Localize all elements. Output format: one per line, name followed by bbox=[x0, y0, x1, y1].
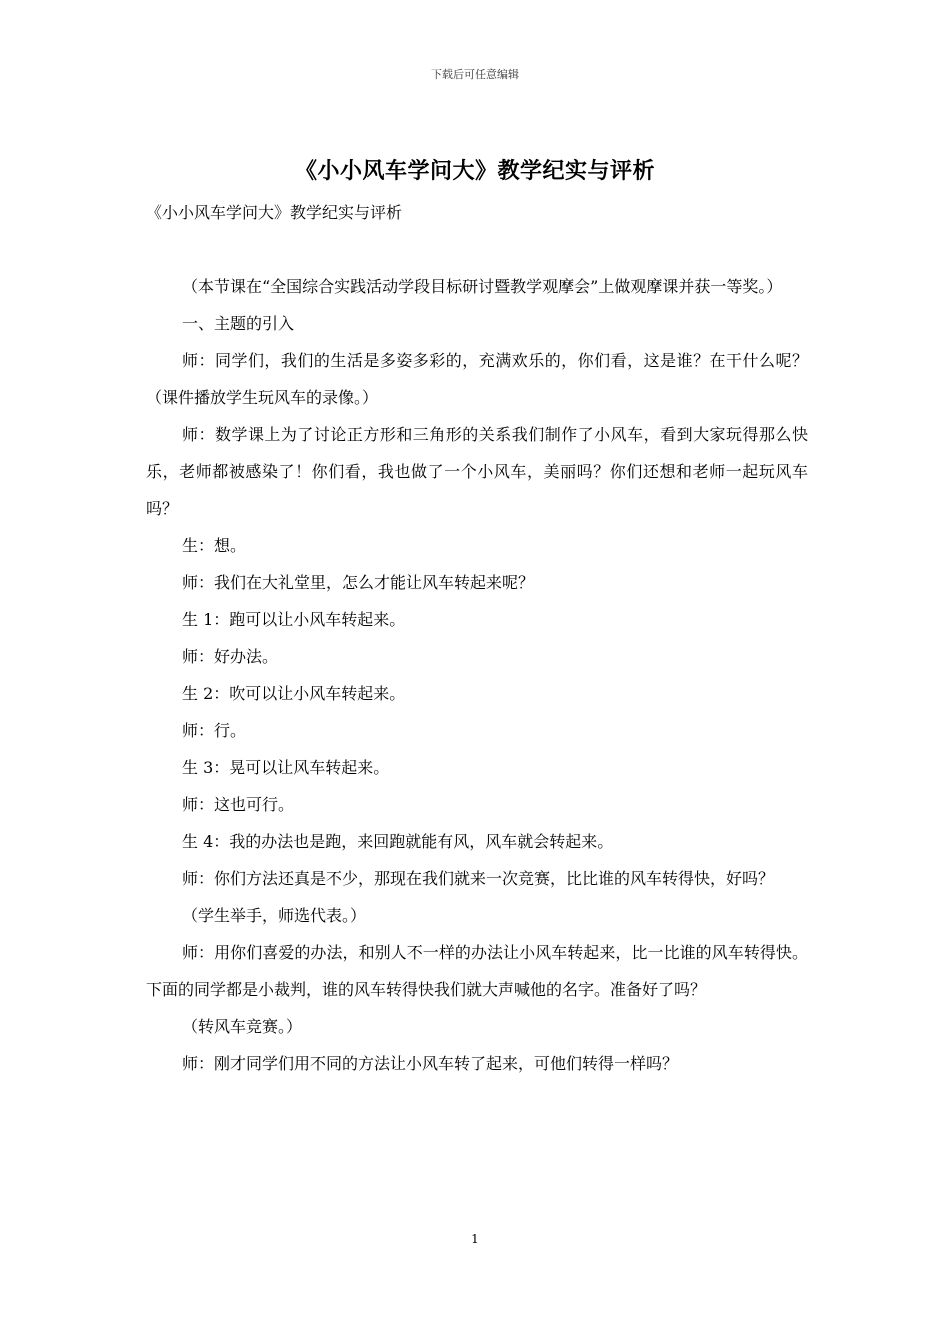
page-number: 1 bbox=[471, 1232, 479, 1246]
section-heading: 一、主题的引入 bbox=[182, 314, 295, 333]
paragraph: 师：这也可行。 bbox=[182, 795, 295, 814]
document-body bbox=[146, 268, 808, 1082]
paragraph: （转风车竞赛。） bbox=[182, 1017, 303, 1036]
paragraph: 生 4：我的办法也是跑，来回跑就能有风，风车就会转起来。 bbox=[182, 832, 614, 851]
paragraph: 生：想。 bbox=[182, 536, 247, 555]
paragraph: 生 2：吹可以让小风车转起来。 bbox=[182, 684, 406, 703]
paragraph: 师：刚才同学们用不同的方法让小风车转了起来，可他们转得一样吗？ bbox=[182, 1054, 679, 1073]
document-title: 《小小风车学问大》教学纪实与评析 bbox=[294, 158, 655, 184]
paragraph: 生 3：晃可以让风车转起来。 bbox=[182, 758, 390, 777]
paragraph: 师：数学课上为了讨论正方形和三角形的关系我们制作了小风车，看到大家玩得那么快乐，老师都被感染了！你们看，我也做了一个小风车，美丽吗？你们还想和老师一起玩风车吗？ bbox=[146, 425, 808, 518]
page-header: 下载后可任意编辑 bbox=[431, 68, 519, 81]
paragraph: 生 1：跑可以让小风车转起来。 bbox=[182, 610, 406, 629]
paragraph: （本节课在“全国综合实践活动学段目标研讨暨教学观摩会”上做观摩课并获一等奖。） bbox=[182, 277, 783, 296]
paragraph: 师：行。 bbox=[182, 721, 247, 740]
paragraph: 师：好办法。 bbox=[182, 647, 279, 666]
paragraph: 师：同学们，我们的生活是多姿多彩的，充满欢乐的，你们看，这是谁？在干什么呢？（课件播放学生玩风车的录像。） bbox=[146, 351, 808, 407]
paragraph: 师：你们方法还真是不少，那现在我们就来一次竞赛，比比谁的风车转得快，好吗？ bbox=[182, 869, 775, 888]
paragraph: 师：用你们喜爱的办法，和别人不一样的办法让小风车转起来，比一比谁的风车转得快。下面的同学都是小裁判，谁的风车转得快我们就大声喊他的名字。准备好了吗？ bbox=[146, 943, 808, 999]
document-subtitle: 《小小风车学问大》教学纪实与评析 bbox=[146, 203, 403, 222]
paragraph: 师：我们在大礼堂里，怎么才能让风车转起来呢？ bbox=[182, 573, 535, 592]
paragraph: （学生举手，师选代表。） bbox=[182, 906, 367, 925]
